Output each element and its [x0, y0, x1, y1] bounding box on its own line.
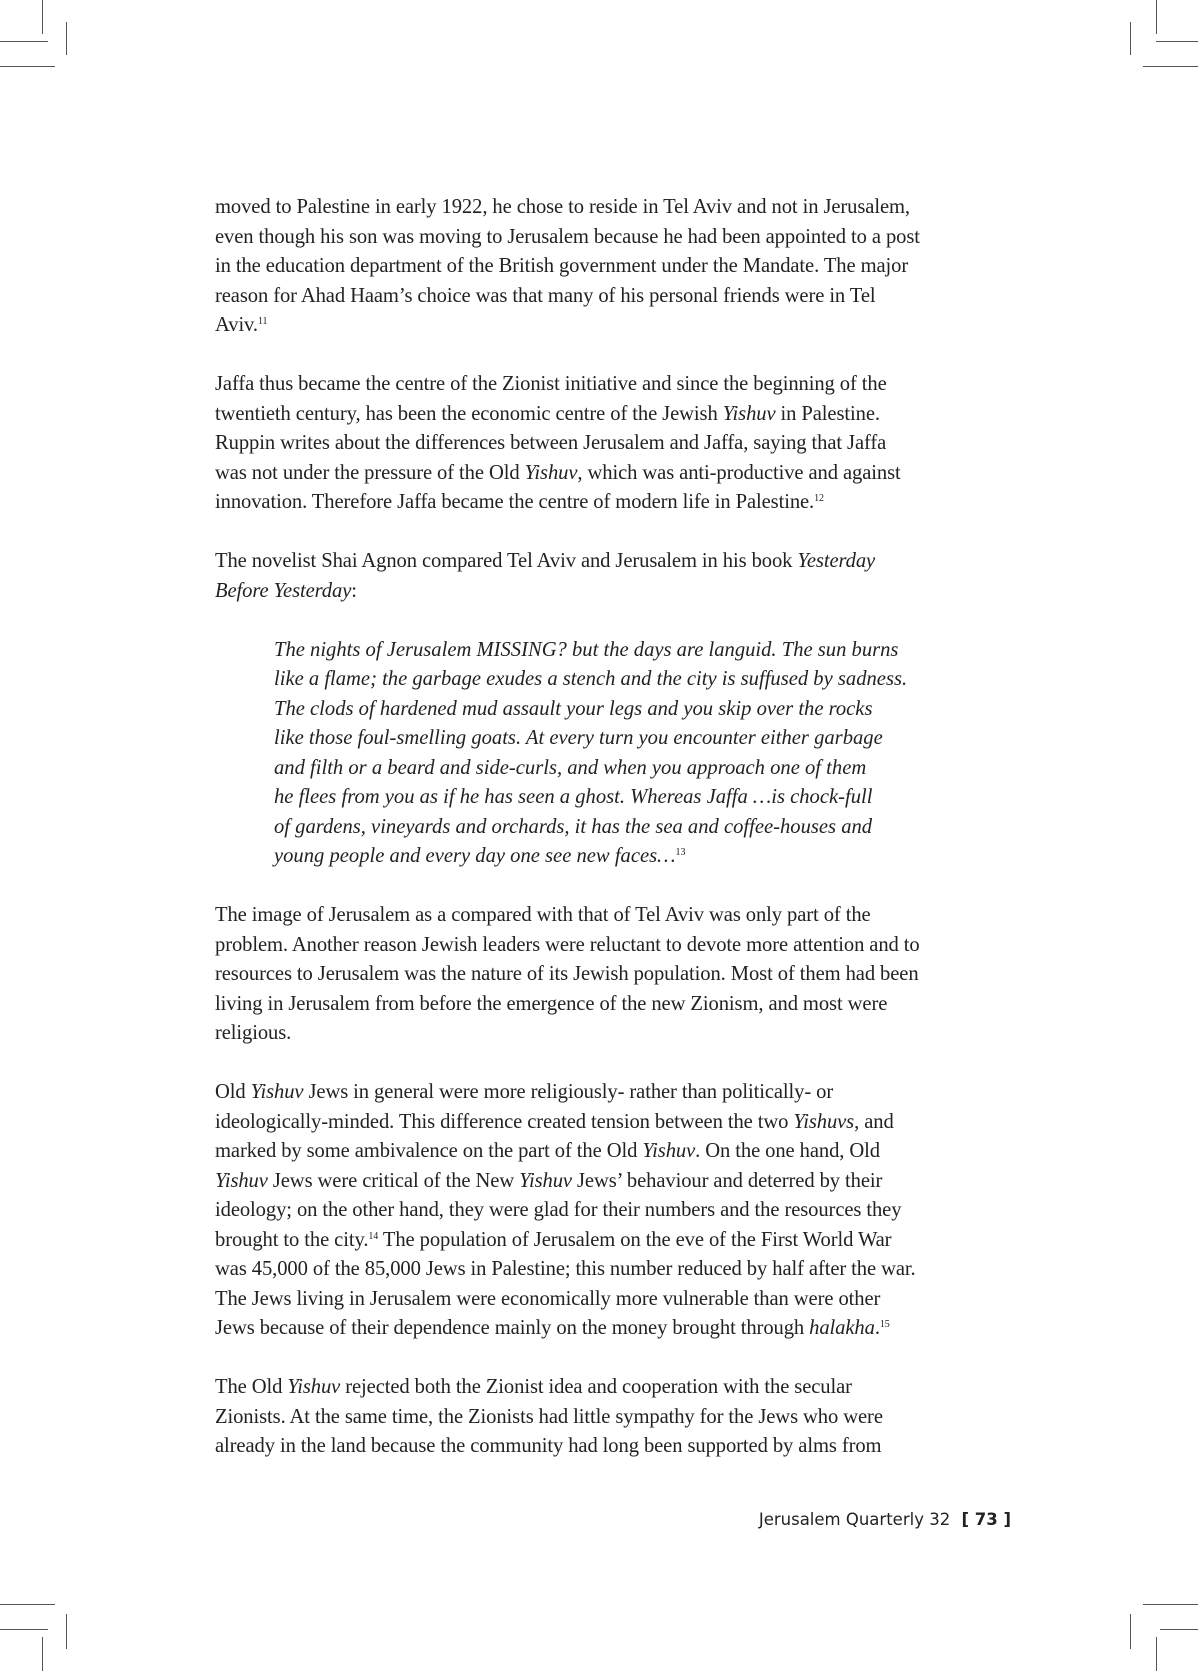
text-line	[274, 636, 974, 666]
page-number: [ 73 ]	[961, 1510, 1011, 1529]
crop-mark-top-left-v1	[42, 0, 43, 34]
text-run: Ruppin writes about the differences between Jerusalem and Jaffa, saying that Jaffa	[215, 432, 887, 454]
text-run: like a flame; the garbage exudes a stench and the city is suffused by sadness.	[274, 668, 908, 690]
crop-mark-bottom-left-h2	[0, 1629, 48, 1630]
text-line	[215, 1108, 1015, 1138]
text-line	[215, 488, 1015, 518]
text-line	[215, 1196, 1015, 1226]
block-quote	[274, 636, 974, 872]
text-run: The population of Jerusalem on the eve of the First World War	[378, 1228, 892, 1251]
text-line	[215, 990, 1015, 1020]
crop-mark-top-right-v2	[1130, 22, 1131, 55]
text-line	[274, 665, 974, 695]
text-line	[215, 282, 1015, 312]
text-run: The Jews living in Jerusalem were economically more vulnerable than were other	[215, 1287, 881, 1310]
footnote-ref: 13	[675, 847, 686, 858]
text-line	[215, 459, 1015, 489]
page-footer	[759, 1510, 1011, 1529]
text-line	[215, 400, 1015, 430]
text-run: of gardens, vineyards and orchards, it has the sea and coffee-houses and	[274, 815, 873, 838]
paragraphs-before-quote	[215, 193, 1015, 606]
text-run: already in the land because the community had long been supported by alms from	[215, 1435, 882, 1457]
text-line	[215, 1078, 1015, 1108]
text-run: Old	[215, 1081, 251, 1103]
text-run: was not under the pressure of the Old	[215, 461, 525, 484]
text-line	[215, 1373, 1015, 1403]
text-run: Jews were critical of the New	[267, 1169, 520, 1192]
text-run: rejected both the Zionist idea and cooperation with the secular	[340, 1376, 852, 1398]
text-run: religious.	[215, 1022, 292, 1044]
text-line	[215, 960, 1015, 990]
text-run: even though his son was moving to Jerusalem because he had been appointed to a post	[215, 225, 920, 248]
text-run: The Old	[215, 1376, 288, 1398]
text-line	[215, 1432, 1015, 1462]
text-run: Zionists. At the same time, the Zionists had little sympathy for the Jews who were	[215, 1405, 883, 1428]
italic-text: Yesterday	[797, 550, 876, 572]
paragraphs-after-quote	[215, 901, 1015, 1462]
crop-mark-bottom-left-v1	[66, 1614, 67, 1649]
crop-mark-bottom-right-h	[1143, 1604, 1198, 1605]
text-run: brought to the city.	[215, 1228, 369, 1251]
text-run: reason for Ahad Haam’s choice was that many of his personal friends were in Tel	[215, 284, 876, 307]
text-run: The image of Jerusalem as a compared with that of Tel Aviv was only part of the	[215, 904, 871, 926]
crop-mark-bottom-right-v2	[1156, 1637, 1157, 1671]
text-run: in Palestine.	[775, 402, 880, 425]
text-line	[215, 547, 1015, 577]
paragraph-p6	[215, 1373, 1015, 1462]
text-line	[215, 1314, 1015, 1344]
italic-text: Before Yesterday	[215, 579, 352, 602]
crop-mark-top-right-h	[1156, 41, 1198, 42]
text-line	[274, 783, 974, 813]
text-run: like those foul-smelling goats. At every turn you encounter either garbage	[274, 727, 883, 749]
footnote-ref: 14	[368, 1230, 379, 1242]
crop-mark-top-left-h	[0, 41, 48, 42]
text-line	[215, 901, 1015, 931]
text-line	[215, 1285, 1015, 1315]
italic-text: Yishuv	[287, 1376, 341, 1398]
italic-text: Yishuv	[642, 1140, 696, 1162]
text-line	[215, 1255, 1015, 1285]
text-line	[215, 370, 1015, 400]
text-run: living in Jerusalem from before the emergence of the new Zionism, and most were	[215, 992, 888, 1015]
page-body	[215, 193, 1015, 1462]
crop-mark-bottom-left-v2	[42, 1637, 43, 1671]
paragraph-p5	[215, 1078, 1015, 1344]
text-line	[215, 311, 1015, 341]
footnote-ref: 12	[814, 493, 824, 504]
text-run: Aviv.	[215, 314, 258, 336]
text-run: Jews because of their dependence mainly on the money brought through	[215, 1317, 810, 1339]
italic-text: Yishuv	[250, 1081, 304, 1103]
text-run: The clods of hardened mud assault your legs and you skip over the rocks	[274, 697, 873, 720]
italic-text: Yishuv	[524, 461, 578, 484]
text-line	[215, 193, 1015, 223]
text-run: .	[874, 1317, 880, 1339]
crop-mark-top-right-v1	[1156, 0, 1157, 34]
footnote-ref: 15	[879, 1319, 890, 1330]
text-line	[215, 1167, 1015, 1197]
text-run: innovation. Therefore Jaffa became the centre of modern life in Palestine.	[215, 491, 815, 513]
text-run: was 45,000 of the 85,000 Jews in Palestine; this number reduced by half after the war.	[215, 1258, 916, 1280]
text-line	[215, 1226, 1015, 1256]
text-line	[215, 931, 1015, 961]
paragraph-p2	[215, 370, 1015, 518]
paragraph-p3	[215, 547, 1015, 606]
crop-mark-bottom-right-v1	[1130, 1614, 1131, 1649]
footnote-ref: 11	[257, 316, 268, 327]
text-run: , which was anti-productive and against	[577, 461, 901, 484]
text-run: moved to Palestine in early 1922, he chose to reside in Tel Aviv and not in Jerusalem,	[215, 196, 910, 218]
text-line	[274, 695, 974, 725]
text-run: . On the one hand, Old	[695, 1140, 880, 1162]
text-line	[274, 754, 974, 784]
text-run: , and	[854, 1110, 894, 1133]
text-run: :	[351, 579, 357, 602]
text-line	[215, 1019, 1015, 1049]
text-run: marked by some ambivalence on the part of the Old	[215, 1140, 643, 1162]
text-run: Jaffa thus became the centre of the Zionist initiative and since the beginning of the	[215, 373, 887, 395]
text-run: young people and every day one see new faces…	[274, 845, 676, 867]
text-run: The novelist Shai Agnon compared Tel Aviv and Jerusalem in his book	[215, 550, 798, 572]
text-run: twentieth century, has been the economic centre of the Jewish	[215, 402, 723, 425]
italic-text: Yishuvs	[793, 1110, 855, 1133]
crop-mark-top-right-h2	[1143, 66, 1198, 67]
text-run: in the education department of the British government under the Mandate. The major	[215, 255, 909, 277]
text-run: Jews in general were more religiously- rather than politically- or	[303, 1081, 834, 1103]
text-line	[274, 724, 974, 754]
italic-text: Yishuv	[519, 1169, 572, 1192]
crop-mark-bottom-right-h2	[1160, 1629, 1198, 1630]
crop-mark-top-left-v2	[66, 22, 67, 55]
crop-mark-top-left-h2	[0, 66, 55, 67]
text-line	[215, 1137, 1015, 1167]
text-run: problem. Another reason Jewish leaders were reluctant to devote more attention and to	[215, 933, 920, 956]
journal-title: Jerusalem Quarterly 32	[758, 1510, 951, 1529]
italic-text: Yishuv	[215, 1169, 268, 1192]
text-line	[215, 429, 1015, 459]
text-line	[274, 813, 974, 843]
text-line	[215, 1403, 1015, 1433]
italic-text: Yishuv	[722, 402, 776, 425]
text-run: ideologically-minded. This difference created tension between the two	[215, 1110, 794, 1133]
text-run: Jews’ behaviour and deterred by their	[571, 1169, 883, 1192]
crop-mark-bottom-left-h	[0, 1604, 55, 1605]
paragraph-p1	[215, 193, 1015, 341]
text-line	[215, 577, 1015, 607]
text-run: and filth or a beard and side-curls, and when you approach one of them	[274, 756, 867, 779]
text-run: The nights of Jerusalem MISSING? but the days are languid. The sun burns	[274, 638, 899, 661]
paragraph-p4	[215, 901, 1015, 1049]
italic-text: halakha	[809, 1317, 875, 1339]
text-run: he flees from you as if he has seen a ghost. Whereas Jaffa …is chock-full	[274, 786, 873, 808]
text-run: ideology; on the other hand, they were glad for their numbers and the resources they	[215, 1199, 902, 1221]
text-line	[274, 842, 974, 872]
text-line	[215, 252, 1015, 282]
text-run: resources to Jerusalem was the nature of its Jewish population. Most of them had been	[215, 963, 919, 985]
text-line	[215, 223, 1015, 253]
